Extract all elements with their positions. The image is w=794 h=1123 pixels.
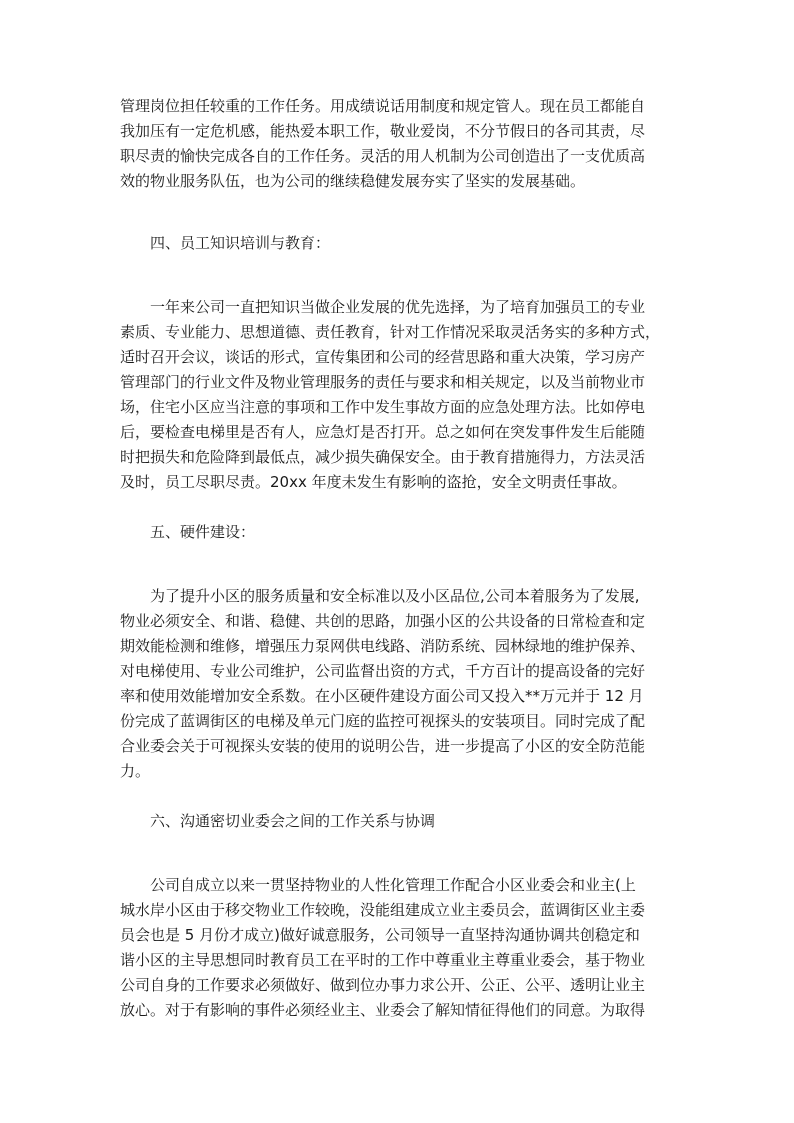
paragraph-1-line: 效的物业服务队伍，也为公司的继续稳健发展夯实了坚实的发展基础。 xyxy=(120,172,586,190)
paragraph-2-line: 后，要检查电梯里是否有人，应急灯是否打开。总之如何在突发事件发生后能随 xyxy=(120,423,646,441)
paragraph-4-line: 员会也是 5 月份才成立)做好诚意服务，公司领导一直坚持沟通协调共创稳定和 xyxy=(120,926,640,944)
section-heading-5: 五、硬件建设： xyxy=(150,523,256,541)
paragraph-4-line: 公司自成立以来一贯坚持物业的人性化管理工作配合小区业委会和业主(上 xyxy=(150,876,636,894)
paragraph-4-line: 公司自身的工作要求必须做好、做到位办事力求公开、公正、公平、透明让业主 xyxy=(120,976,646,994)
paragraph-4-line: 城水岸小区由于移交物业工作较晚，没能组建成立业主委员会，蓝调街区业主委 xyxy=(120,901,646,919)
paragraph-4-line: 放心。对于有影响的事件必须经业主、业委会了解知情征得他们的同意。为取得 xyxy=(120,1001,646,1019)
paragraph-2-line: 一年来公司一直把知识当做企业发展的优先选择，为了培育加强员工的专业 xyxy=(150,298,646,316)
paragraph-3-line: 份完成了蓝调街区的电梯及单元门庭的监控可视探头的安装项目。同时完成了配 xyxy=(120,712,646,730)
paragraph-1-line: 管理岗位担任较重的工作任务。用成绩说话用制度和规定管人。现在员工都能自 xyxy=(120,97,646,115)
paragraph-1-line: 职尽责的愉快完成各自的工作任务。灵活的用人机制为公司创造出了一支优质高 xyxy=(120,147,646,165)
paragraph-3-line: 合业委会关于可视探头安装的使用的说明公告，进一步提高了小区的安全防范能 xyxy=(120,737,646,755)
paragraph-2-line: 场，住宅小区应当注意的事项和工作中发生事故方面的应急处理方法。比如停电 xyxy=(120,398,646,416)
paragraph-3-line: 率和使用效能增加安全系数。在小区硬件建设方面公司又投入**万元并于 12 月 xyxy=(120,687,644,705)
section-heading-6: 六、沟通密切业委会之间的工作关系与协调 xyxy=(150,812,436,830)
paragraph-2-line: 素质、专业能力、思想道德、责任教育，针对工作情况采取灵活务实的多种方式， xyxy=(120,323,661,341)
paragraph-3-line: 对电梯使用、专业公司维护，公司监督出资的方式，千方百计的提高设备的完好 xyxy=(120,662,646,680)
paragraph-2-line: 时把损失和危险降到最低点，减少损失确保安全。由于教育措施得力，方法灵活 xyxy=(120,448,646,466)
paragraph-3-line: 期效能检测和维修，增强压力泵网供电线路、消防系统、园林绿地的维护保养、 xyxy=(120,637,646,655)
paragraph-3-line: 为了提升小区的服务质量和安全标准以及小区品位,公司本着服务为了发展, xyxy=(150,587,640,605)
paragraph-2-line: 适时召开会议，谈话的形式，宣传集团和公司的经营思路和重大决策，学习房产 xyxy=(120,348,646,366)
paragraph-1-line: 我加压有一定危机感，能热爱本职工作，敬业爱岗，不分节假日的各司其责，尽 xyxy=(120,122,646,140)
paragraph-4-line: 谐小区的主导思想同时教育员工在平时的工作中尊重业主尊重业委会，基于物业 xyxy=(120,951,646,969)
section-heading-4: 四、员工知识培训与教育： xyxy=(150,234,331,252)
paragraph-2-line: 及时，员工尽职尽责。20xx 年度未发生有影响的盗抢，安全文明责任事故。 xyxy=(120,473,627,491)
paragraph-2-line: 管理部门的行业文件及物业管理服务的责任与要求和相关规定，以及当前物业市 xyxy=(120,373,646,391)
paragraph-3-line: 物业必须安全、和谐、稳健、共创的思路，加强小区的公共设备的日常检查和定 xyxy=(120,612,646,630)
paragraph-3-line: 力。 xyxy=(120,762,151,780)
